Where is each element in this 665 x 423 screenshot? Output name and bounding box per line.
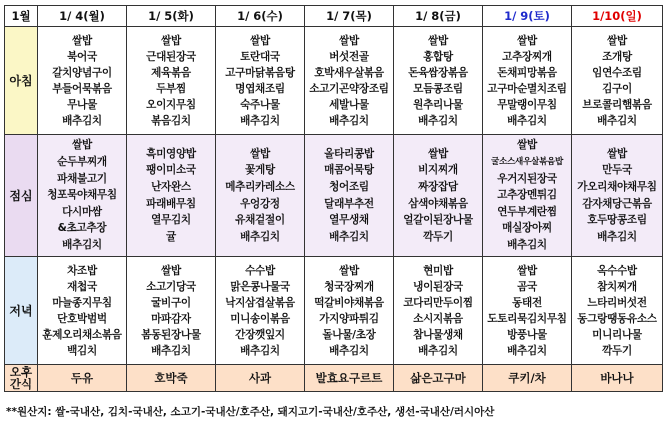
menu-item: 청국장찌개 [324, 280, 374, 293]
menu-item: 배추김치 [507, 238, 547, 251]
month-label: 1월 [5, 6, 38, 27]
menu-item: 배추김치 [507, 114, 547, 127]
snack-label-line2: 간식 [9, 377, 33, 391]
menu-item: 쌀밥 [161, 34, 181, 47]
menu-item: 갈치양념구이 [52, 66, 112, 79]
menu-item: 가오리채야채무침 [577, 180, 657, 193]
menu-item: &초고추장 [57, 222, 107, 235]
menu-item: 마파감자 [151, 312, 191, 325]
day-header-sun: 1/10(일) [572, 6, 663, 27]
menu-item: 모듬콩조림 [413, 82, 463, 95]
menu-item: 꽃게탕 [245, 164, 275, 177]
menu-item: 도토리묵김치무침 [487, 312, 567, 325]
menu-item: 쌀밥 [607, 34, 627, 47]
header-row [5, 6, 663, 27]
menu-item: 미니리나물 [592, 328, 642, 341]
day-header-thu: 1/ 7(목) [305, 6, 394, 27]
menu-item: 부들어묵볶음 [52, 82, 112, 95]
menu-item: 숙주나물 [240, 98, 280, 111]
lunch-cell [394, 135, 483, 257]
menu-item: 호박새우살볶음 [314, 66, 384, 79]
menu-item: 청포묵야채무침 [47, 189, 117, 202]
menu-item: 볶음김치 [151, 114, 191, 127]
menu-item: 미니송이볶음 [230, 312, 290, 325]
menu-item: 배추김치 [62, 114, 102, 127]
day-header-mon: 1/ 4(월) [38, 6, 127, 27]
menu-item: 맑은콩나물국 [230, 280, 290, 293]
menu-item: 세발나물 [329, 98, 369, 111]
menu-item: 파채불고기 [57, 172, 107, 185]
breakfast-cell [483, 27, 572, 135]
menu-item: 홍합탕 [423, 50, 453, 63]
snack-label [5, 365, 38, 392]
menu-item: 소시지볶음 [413, 312, 463, 325]
menu-item: 매콤어묵탕 [324, 164, 374, 177]
menu-item: 마늘종지무침 [52, 296, 112, 309]
dinner-label: 저녁 [5, 257, 38, 365]
menu-item: 쌀밥 [517, 139, 537, 152]
menu-item: 배추김치 [240, 114, 280, 127]
menu-item: 쌀밥 [250, 34, 270, 47]
snack-cell: 사과 [216, 365, 305, 392]
menu-item: 열무생채 [329, 214, 369, 227]
menu-item: 다시마쌈 [62, 205, 102, 218]
menu-item: 삼색야채볶음 [408, 197, 468, 210]
menu-item: 방풍나물 [507, 328, 547, 341]
menu-item: 배추김치 [418, 114, 458, 127]
menu-item: 임연수조림 [592, 66, 642, 79]
menu-item: 배추김치 [507, 344, 547, 357]
menu-item: 파래배무침 [146, 197, 196, 210]
menu-item: 흑미영양밥 [146, 147, 196, 160]
snack-cell: 두유 [38, 365, 127, 392]
menu-item: 돌나물/초장 [322, 328, 376, 341]
menu-item: 재첩국 [67, 280, 97, 293]
menu-item: 배추김치 [151, 344, 191, 357]
menu-item: 짜장잡담 [418, 180, 458, 193]
menu-item: 고구마순멸치조림 [487, 82, 567, 95]
menu-item: 소고기곤약장조림 [309, 82, 389, 95]
menu-item: 근대된장국 [146, 50, 196, 63]
menu-item: 소고기당국 [146, 280, 196, 293]
menu-item: 버섯전골 [329, 50, 369, 63]
menu-item: 쌀밥 [250, 147, 270, 160]
menu-item: 매실장아찌 [502, 222, 552, 235]
menu-item: 조개탕 [602, 50, 632, 63]
menu-item: 북어국 [67, 50, 97, 63]
menu-item: 배추김치 [329, 344, 369, 357]
dinner-cell [394, 257, 483, 365]
menu-item: 떡갈비야채볶음 [314, 296, 384, 309]
menu-item: 동태전 [512, 296, 542, 309]
dinner-cell [305, 257, 394, 365]
menu-item: 귤 [166, 230, 176, 243]
snack-cell: 삶은고구마 [394, 365, 483, 392]
menu-item: 청어조림 [329, 180, 369, 193]
menu-item: 만두국 [602, 164, 632, 177]
snack-row [5, 365, 663, 392]
menu-item: 명엽채조림 [235, 82, 285, 95]
snack-label-line1: 오후 [9, 365, 33, 379]
menu-item: 옥수수밥 [597, 264, 637, 277]
menu-item: 원추리나물 [413, 98, 463, 111]
menu-item: 메추리카레소스 [225, 180, 295, 193]
menu-item: 느타리버섯전 [587, 296, 647, 309]
day-header-wed: 1/ 6(수) [216, 6, 305, 27]
dinner-cell [216, 257, 305, 365]
snack-cell: 호박죽 [127, 365, 216, 392]
menu-item: 제육볶음 [151, 66, 191, 79]
menu-item: 배추김치 [418, 344, 458, 357]
menu-item: 쌀밥 [428, 34, 448, 47]
menu-item: 배추김치 [597, 114, 637, 127]
menu-item: 배추김치 [329, 230, 369, 243]
weekly-menu-table [4, 5, 663, 392]
menu-item: 쌀밥 [72, 139, 92, 152]
menu-item: 쌀밥 [607, 147, 627, 160]
day-header-tue: 1/ 5(화) [127, 6, 216, 27]
menu-item: 배추김치 [597, 230, 637, 243]
menu-item: 얼갈이된장나물 [403, 214, 473, 227]
menu-item: 오이지무침 [146, 98, 196, 111]
menu-item: 간장깻잎지 [235, 328, 285, 341]
menu-item: 현미밥 [423, 264, 453, 277]
snack-cell: 쿠키/차 [483, 365, 572, 392]
breakfast-label: 아침 [5, 27, 38, 135]
lunch-cell [38, 135, 127, 257]
menu-item: 참치찌개 [597, 280, 637, 293]
breakfast-cell [572, 27, 663, 135]
lunch-cell [127, 135, 216, 257]
lunch-cell [483, 135, 572, 257]
breakfast-cell [305, 27, 394, 135]
breakfast-cell [38, 27, 127, 135]
lunch-row [5, 135, 663, 257]
menu-item: 배추김치 [62, 238, 102, 251]
menu-item: 고구마닭볶음탕 [225, 66, 295, 79]
menu-item: 고추장찌개 [502, 50, 552, 63]
menu-item: 낙지삼겹살볶음 [225, 296, 295, 309]
menu-item: 쌀밥 [517, 264, 537, 277]
menu-item: 연두부계란찜 [497, 205, 557, 218]
menu-item: 봄동된장나물 [141, 328, 201, 341]
lunch-cell [216, 135, 305, 257]
snack-cell: 바나나 [572, 365, 663, 392]
menu-item: 쌀밥 [339, 34, 359, 47]
menu-item: 차조밥 [67, 264, 97, 277]
lunch-cell [305, 135, 394, 257]
menu-item: 달래부추전 [324, 197, 374, 210]
day-header-sat: 1/ 9(토) [483, 6, 572, 27]
lunch-cell [572, 135, 663, 257]
snack-cell: 발효요구르트 [305, 365, 394, 392]
day-header-fri: 1/ 8(금) [394, 6, 483, 27]
menu-item: 브로콜리햄볶음 [582, 98, 652, 111]
menu-item: 우엉강정 [240, 197, 280, 210]
menu-item: 두부찜 [156, 82, 186, 95]
menu-item: 쌀밥 [72, 34, 92, 47]
dinner-cell [127, 257, 216, 365]
menu-item: 토란대국 [240, 50, 280, 63]
dinner-row [5, 257, 663, 365]
menu-item: 쌀밥 [339, 264, 359, 277]
menu-item: 곰국 [517, 280, 537, 293]
menu-item: 팽이미소국 [146, 164, 196, 177]
dinner-cell [483, 257, 572, 365]
dinner-cell [38, 257, 127, 365]
menu-item: 굴소스새우살볶음밥 [490, 157, 563, 168]
menu-item: 호두땅콩조림 [587, 214, 647, 227]
menu-item: 돈육쌈장볶음 [408, 66, 468, 79]
menu-item: 쌀밥 [161, 264, 181, 277]
menu-item: 배추김치 [329, 114, 369, 127]
menu-item: 비지찌개 [418, 164, 458, 177]
dinner-cell [572, 257, 663, 365]
menu-item: 동그랑땡동유소스 [577, 312, 657, 325]
breakfast-cell [127, 27, 216, 135]
menu-item: 참나물생채 [413, 328, 463, 341]
menu-item: 가지양파튀김 [319, 312, 379, 325]
menu-item: 배추김치 [240, 344, 280, 357]
menu-item: 배추김치 [240, 230, 280, 243]
menu-item: 무말랭이무침 [497, 98, 557, 111]
menu-item: 수수밥 [245, 264, 275, 277]
menu-item: 쌀밥 [428, 147, 448, 160]
menu-item: 깍두기 [602, 344, 632, 357]
breakfast-cell [216, 27, 305, 135]
menu-item: 코다리만두이찜 [403, 296, 473, 309]
menu-item: 무나물 [67, 98, 97, 111]
menu-item: 김구이 [602, 82, 632, 95]
menu-item: 순두부찌개 [57, 156, 107, 169]
menu-item: 깍두기 [423, 230, 453, 243]
menu-item: 유채겉절이 [235, 214, 285, 227]
breakfast-row [5, 27, 663, 135]
menu-item: 냉이된장국 [413, 280, 463, 293]
menu-item: 돈채피망볶음 [497, 66, 557, 79]
origin-footnote: **원산지: 쌀-국내산, 김치-국내산, 소고기-국내산/호주산, 돼지고기-국내산/호주산, 생선-국내산/러시아산 [6, 406, 495, 418]
lunch-label: 점심 [5, 135, 38, 257]
menu-item: 감자채당근볶음 [582, 197, 652, 210]
menu-item: 백김치 [67, 344, 97, 357]
menu-item: 훈제오리채소볶음 [42, 328, 122, 341]
menu-item: 쌀밥 [517, 34, 537, 47]
menu-item: 올타리콩밥 [324, 147, 374, 160]
menu-item: 굴비구이 [151, 296, 191, 309]
menu-item: 고추장멘튀김 [497, 189, 557, 202]
menu-item: 열무김치 [151, 214, 191, 227]
menu-item: 난자완스 [151, 180, 191, 193]
breakfast-cell [394, 27, 483, 135]
menu-item: 단호박범벅 [57, 312, 107, 325]
menu-item: 우거지된장국 [497, 172, 557, 185]
